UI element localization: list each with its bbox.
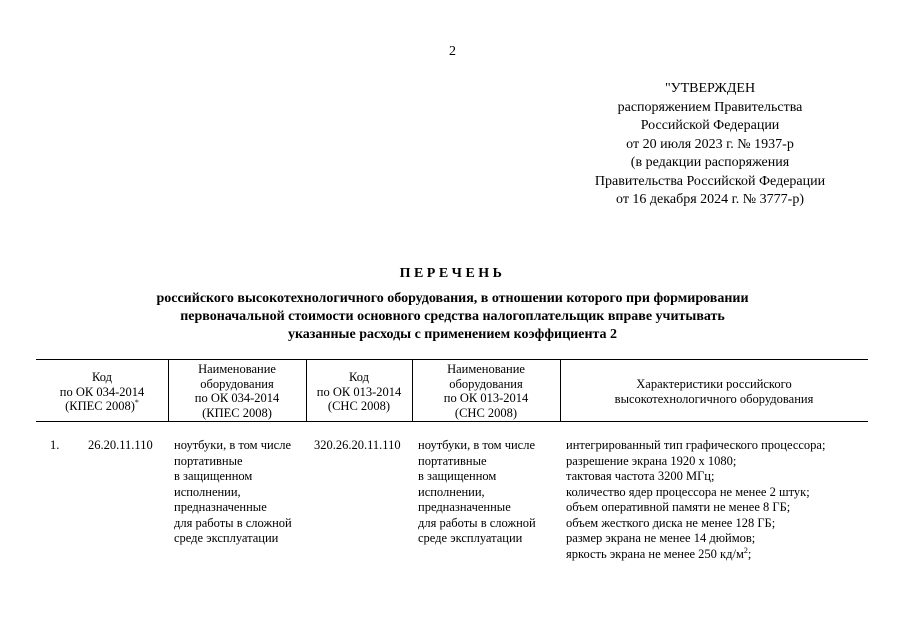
approval-line: от 20 июля 2023 г. № 1937-р bbox=[626, 136, 794, 152]
approval-line: распоряжением Правительства bbox=[617, 99, 803, 115]
approval-line: (в редакции распоряжения bbox=[630, 155, 790, 170]
approval-block bbox=[560, 80, 860, 210]
row-number: 1. bbox=[50, 438, 60, 452]
header-name-okpd: Наименование оборудования по ОК 034-2014 (КПЕС 2008) bbox=[194, 362, 280, 420]
row-name-okof: ноутбуки, в том числе портативные в защищенном исполнении, предназначенные для работы в сложной среде эксплуатации bbox=[418, 438, 536, 545]
footnote-mark: * bbox=[134, 397, 139, 407]
row-code-okof: 320.26.20.11.110 bbox=[314, 438, 401, 452]
approval-line: от 16 декабря 2024 г. № 3777-р) bbox=[616, 192, 804, 207]
table-header-border bbox=[36, 421, 868, 422]
row-code-okpd: 26.20.11.110 bbox=[88, 438, 153, 452]
document-title: ПЕРЕЧЕНЬ bbox=[399, 266, 506, 281]
document-subtitle bbox=[0, 290, 905, 344]
row-name-okpd: ноутбуки, в том числе портативные в защищенном исполнении, предназначенные для работы в сложной среде эксплуатации bbox=[174, 438, 292, 545]
table-top-border bbox=[36, 359, 868, 360]
subtitle-line: российского высокотехнологичного оборудования, в отношении которого при формировании bbox=[156, 291, 749, 306]
row-characteristics: интегрированный тип графического процессора; разрешение экрана 1920 x 1080; тактовая частота 3200 МГц; количество ядер процессора не менее 2 штук; объем оперативной памяти не менее 8 ГБ; объем жесткого диска не менее 128 ГБ; размер экрана не менее 14 дюймов; яркость экрана не менее 250 $кд/м^2$; bbox=[566, 438, 826, 561]
header-code-okof: Код по ОК 013-2014 (СНС 2008) bbox=[316, 370, 402, 413]
header-code-okpd: Код по ОК 034-2014 (КПЕС 2008)* bbox=[59, 370, 145, 413]
subtitle-line: первоначальной стоимости основного средства налогоплательщик вправе учитывать bbox=[180, 309, 725, 324]
subtitle-line: указанные расходы с применением коэффициента 2 bbox=[287, 327, 618, 342]
header-characteristics: Характеристики российского высокотехнологичного оборудования bbox=[614, 377, 814, 406]
header-name-okof: Наименование оборудования по ОК 013-2014 (СНС 2008) bbox=[443, 362, 529, 420]
approval-line: Правительства Российской Федерации bbox=[594, 173, 826, 189]
approval-line: Российской Федерации bbox=[640, 118, 780, 133]
approval-line: "УТВЕРЖДЕН bbox=[664, 81, 756, 96]
page-number: 2 bbox=[449, 44, 456, 59]
